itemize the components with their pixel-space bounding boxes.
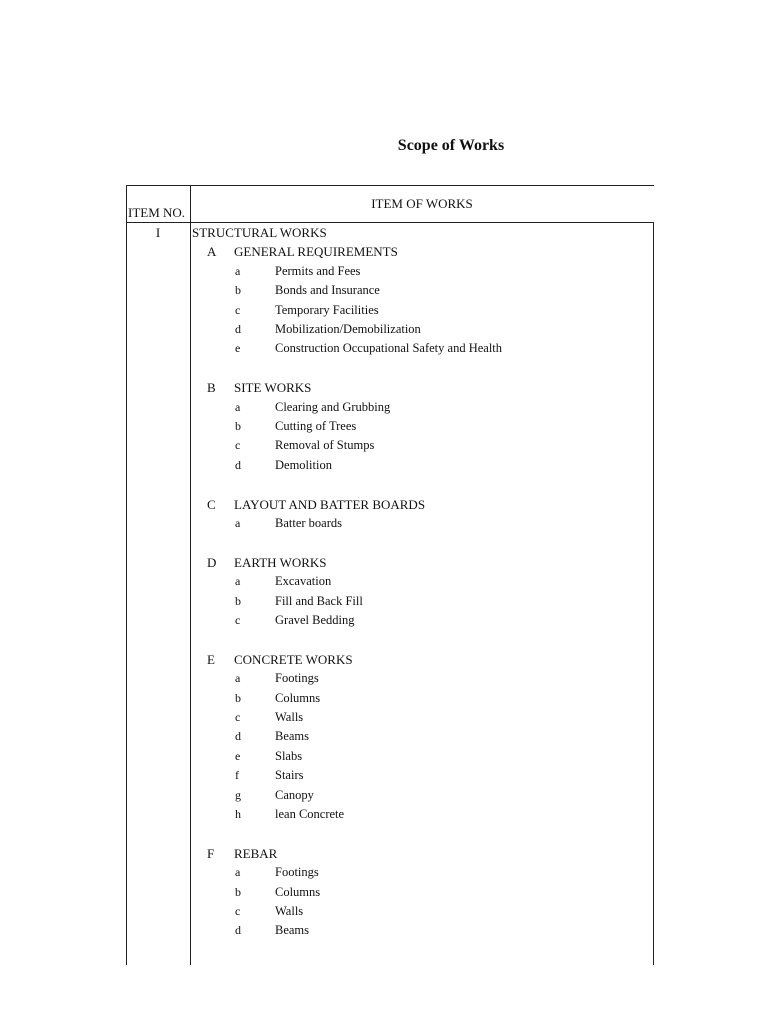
item-row xyxy=(126,398,654,417)
document-title: Scope of Works xyxy=(397,137,505,154)
item-row xyxy=(126,766,654,785)
item-row xyxy=(126,572,654,591)
section-row xyxy=(126,495,654,514)
item-letter: d xyxy=(235,729,241,744)
item-label: Mobilization/Demobilization xyxy=(275,322,421,336)
item-label: Slabs xyxy=(275,748,303,763)
item-letter: d xyxy=(235,923,241,938)
item-label: Clearing and Grubbing xyxy=(275,399,391,414)
category-number: I xyxy=(155,225,161,240)
item-row xyxy=(126,592,654,611)
category-row xyxy=(126,223,654,242)
section-row xyxy=(126,378,654,397)
section-letter: C xyxy=(207,496,216,512)
item-row xyxy=(126,339,654,358)
section-label: SITE WORKS xyxy=(234,380,312,396)
item-row xyxy=(126,863,654,882)
item-row xyxy=(126,669,654,688)
item-label: Beams xyxy=(275,923,310,938)
item-letter: c xyxy=(235,613,241,627)
item-row xyxy=(126,902,654,921)
item-row xyxy=(126,301,654,320)
item-row xyxy=(126,727,654,746)
item-letter: f xyxy=(235,768,239,783)
scope-table xyxy=(126,185,654,965)
item-label: Temporary Facilities xyxy=(275,302,379,317)
header-item-no: ITEM NO. xyxy=(128,205,186,220)
item-letter: b xyxy=(235,283,241,298)
item-label: Removal of Stumps xyxy=(275,438,375,453)
section-letter: F xyxy=(207,845,215,861)
section-letter: E xyxy=(207,651,215,667)
item-letter: a xyxy=(235,865,241,880)
item-label: Bonds and Insurance xyxy=(275,283,380,298)
header-item-of-works: ITEM OF WORKS xyxy=(371,196,473,211)
item-letter: a xyxy=(235,263,241,278)
item-row xyxy=(126,689,654,708)
section-row xyxy=(126,242,654,261)
item-letter: g xyxy=(235,787,241,802)
item-label: Batter boards xyxy=(275,516,342,530)
item-label: Construction Occupational Safety and Health xyxy=(275,341,503,356)
section-label: REBAR xyxy=(234,845,278,861)
section-letter: D xyxy=(207,554,217,570)
item-row xyxy=(126,456,654,475)
item-row xyxy=(126,436,654,455)
item-label: Columns xyxy=(275,884,321,899)
item-row xyxy=(126,921,654,940)
section-label: GENERAL REQUIREMENTS xyxy=(234,244,398,260)
item-label: Cutting of Trees xyxy=(275,419,357,433)
item-label: Walls xyxy=(275,904,304,918)
item-row xyxy=(126,514,654,533)
section-label: CONCRETE WORKS xyxy=(234,651,353,667)
item-label: Footings xyxy=(275,865,319,880)
item-label: Stairs xyxy=(275,768,304,783)
item-letter: b xyxy=(235,593,241,608)
item-letter: d xyxy=(235,322,241,336)
item-label: Demolition xyxy=(275,457,332,472)
item-row xyxy=(126,883,654,902)
item-label: Fill and Back Fill xyxy=(275,593,363,608)
item-row xyxy=(126,805,654,824)
item-label: Beams xyxy=(275,729,310,744)
item-letter: a xyxy=(235,574,241,589)
item-row xyxy=(126,281,654,300)
item-row xyxy=(126,417,654,436)
section-label: LAYOUT AND BATTER BOARDS xyxy=(234,496,426,512)
item-letter: a xyxy=(235,516,241,530)
item-letter: b xyxy=(235,690,241,705)
item-row xyxy=(126,708,654,727)
item-letter: b xyxy=(235,419,241,433)
item-letter: d xyxy=(235,457,241,472)
item-label: lean Concrete xyxy=(275,807,345,821)
item-letter: a xyxy=(235,399,241,414)
item-letter: c xyxy=(235,904,241,918)
item-letter: e xyxy=(235,748,241,763)
item-row xyxy=(126,320,654,339)
section-label: EARTH WORKS xyxy=(234,554,327,570)
item-letter: e xyxy=(235,341,241,356)
item-label: Canopy xyxy=(275,787,314,802)
category-label: STRUCTURAL WORKS xyxy=(192,225,327,240)
section-letter: A xyxy=(207,244,217,260)
section-letter: B xyxy=(207,380,216,396)
item-letter: h xyxy=(235,807,241,821)
section-row xyxy=(126,650,654,669)
item-label: Columns xyxy=(275,690,321,705)
item-row xyxy=(126,786,654,805)
item-label: Excavation xyxy=(275,574,332,589)
section-row xyxy=(126,844,654,863)
item-label: Footings xyxy=(275,671,319,686)
item-letter: b xyxy=(235,884,241,899)
item-letter: c xyxy=(235,302,241,317)
item-row xyxy=(126,262,654,281)
item-label: Walls xyxy=(275,710,304,724)
section-row xyxy=(126,553,654,572)
item-label: Gravel Bedding xyxy=(275,613,355,627)
item-row xyxy=(126,611,654,630)
table-top-border xyxy=(126,185,654,186)
item-letter: a xyxy=(235,671,241,686)
item-letter: c xyxy=(235,710,241,724)
item-row xyxy=(126,747,654,766)
item-letter: c xyxy=(235,438,241,453)
item-label: Permits and Fees xyxy=(275,263,361,278)
